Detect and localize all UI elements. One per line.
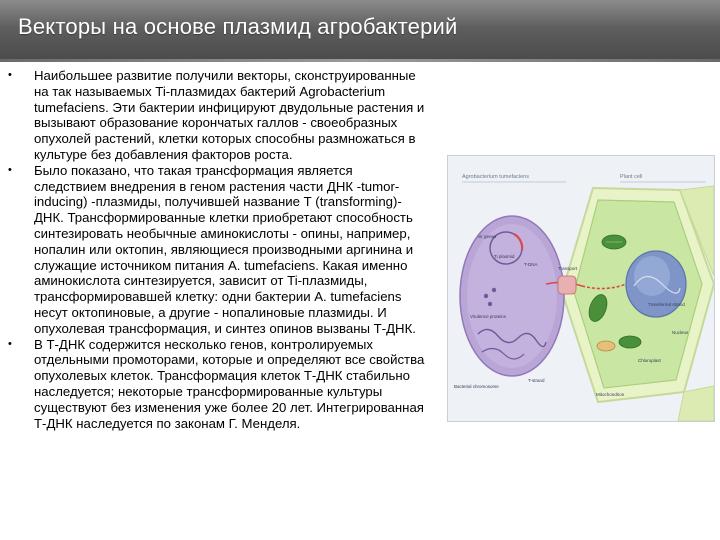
- ti-plasmid-label: Ti plasmid: [494, 254, 515, 259]
- t-dna-label: T-DNA: [524, 262, 538, 267]
- t-strand-label: T-strand: [528, 378, 545, 383]
- agrobacterium-infection-figure: [447, 155, 715, 422]
- bullet-text: Было показано, что такая трансформация является следствием внедрения в геном растения части ДНК -tumor-inducing) -плазмиды, получившей название Т (transforming)-ДНК. Трансформированные клетки приобретают способность синтезировать необычные аминокислоты - опины, например, нопалин или октопин, являющиеся производными аргинина и служащие источником питания А. tumefaciens. Какая именно аминокислота синтезируется, зависит от Ti-плазмиды, трансформировавшей клетку: одни бактерии А. tumefaciens несут октопиновые, а другие - нопалиновые плазмиды. И опухолевая трансформация, и синтез опинов вызваны Т-ДНК.: [34, 162, 416, 336]
- bullet-text: Наибольшее развитие получили векторы, сконструированные на так называемых Ti-плазмидах бактерий Agrobacterium tumefaciens. Эти бактерии инфицируют двудольные растения и вызывают образование корончатых галлов - своеобразных опухолей растений, клетки которых способны размножаться в культуре без добавления факторов роста.: [34, 68, 425, 162]
- vir-genes-label: vir genes: [478, 234, 497, 239]
- virulence-proteins-label: Virulence proteins: [470, 314, 506, 319]
- bullet-item: [8, 337, 428, 432]
- virulence-protein: [492, 288, 496, 292]
- slide-title: Векторы на основе плазмид агробактерий: [18, 14, 458, 39]
- nucleus-label: Nucleus: [672, 330, 689, 335]
- mitochondrion: [597, 341, 615, 351]
- bullet-list: [8, 68, 428, 431]
- bullet-item: [8, 68, 428, 163]
- transport-label: Transport: [558, 266, 578, 271]
- transferred-strand-label: Transferred strand: [648, 302, 685, 307]
- bullet-marker: •: [8, 69, 12, 81]
- slide-header: [0, 0, 720, 62]
- bullet-item: [8, 163, 428, 337]
- bullet-marker: •: [8, 163, 12, 176]
- plant-cell-caption: Plant cell: [620, 174, 643, 180]
- cell-diagram: [448, 156, 714, 421]
- bullet-marker: •: [8, 337, 12, 350]
- mitochondrion-label: Mitochondrion: [596, 392, 625, 397]
- chloroplast-label: Chloroplast: [638, 358, 661, 363]
- bullet-text: В Т-ДНК содержится несколько генов, контролируемых отдельными промоторами, которые и определяют все свойства опухолевых клеток. Трансформация клеток Т-ДНК стабильно наследуется; некоторые трансформированные культуры существуют без изменения уже более 20 лет. Интегрированная Т-ДНК наследуется по законам Г. Менделя.: [34, 336, 425, 431]
- virulence-protein: [488, 302, 492, 306]
- bacterium-caption: Agrobacterium tumefaciens: [462, 174, 529, 180]
- bacterial-chromosome-label: Bacterial chromosome: [454, 384, 499, 389]
- transport-pore: [558, 276, 576, 294]
- chloroplast: [619, 336, 641, 348]
- nucleolus: [634, 256, 670, 296]
- virulence-protein: [484, 294, 488, 298]
